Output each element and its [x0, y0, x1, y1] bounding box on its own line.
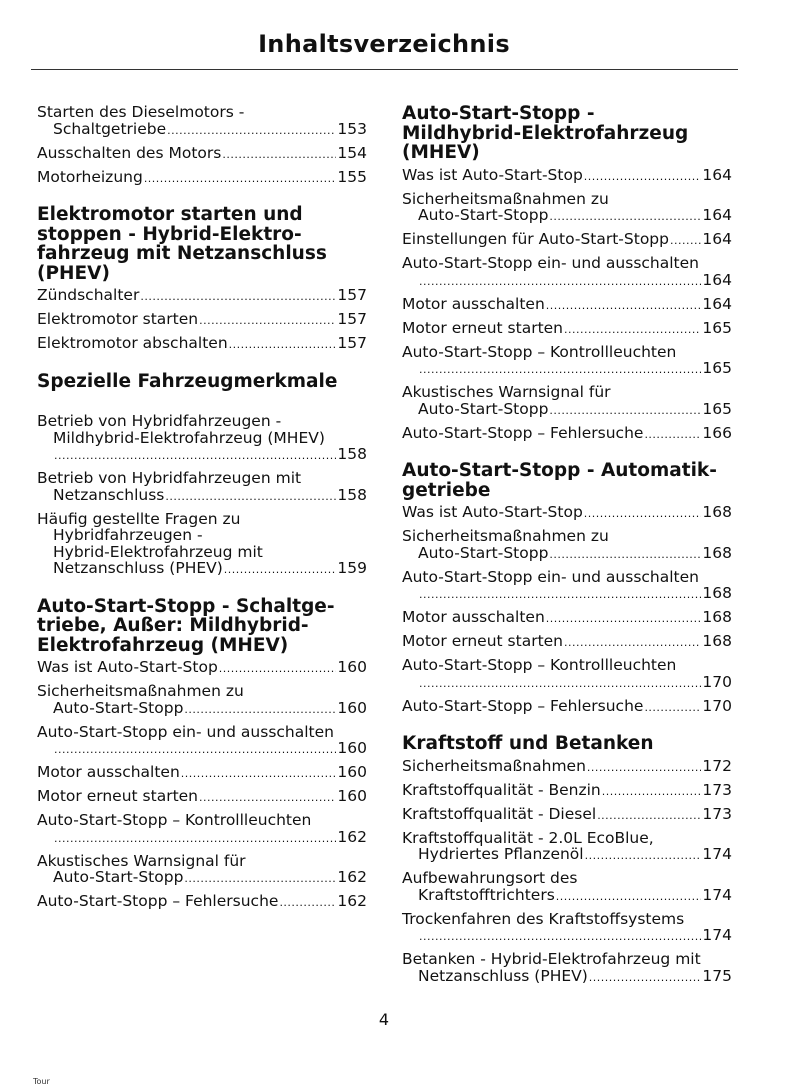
dot-leader [54, 831, 336, 848]
toc-entry[interactable] [37, 287, 367, 306]
toc-entry-text: Sicherheitsmaßnahmen zu [37, 682, 244, 700]
toc-page-number: 157 [337, 310, 367, 328]
dot-leader [54, 448, 336, 465]
dot-leader [144, 171, 337, 188]
toc-entry-text: Motor ausschalten [402, 608, 545, 626]
dot-leader [419, 274, 701, 291]
section-heading [37, 597, 367, 656]
toc-entry-text: Netzanschluss [53, 485, 165, 504]
section-heading-line: Auto-Start-Stopp - [402, 103, 595, 124]
toc-entry-text: Netzanschluss (PHEV) [418, 966, 588, 985]
dot-leader [419, 362, 701, 379]
toc-entry[interactable] [402, 830, 732, 865]
toc-entry[interactable] [402, 296, 732, 315]
section-heading [37, 372, 367, 392]
toc-page-number: 158 [337, 485, 367, 504]
dot-leader [556, 889, 702, 906]
toc-entry[interactable] [402, 657, 732, 692]
dot-leader [419, 929, 701, 946]
dot-leader [564, 635, 701, 652]
toc-entry-text: Ausschalten des Motors [37, 143, 222, 162]
toc-entry[interactable] [402, 384, 732, 419]
toc-entry-text: Häufig gestellte Fragen zu [37, 509, 241, 528]
toc-entry-text: Trockenfahren des Kraftstoffsystems [402, 909, 685, 928]
toc-entry[interactable] [37, 470, 367, 505]
toc-entry[interactable] [402, 425, 732, 444]
toc-entry[interactable] [402, 633, 732, 652]
toc-page-number: 170 [702, 696, 732, 715]
toc-page-number: 159 [337, 559, 367, 577]
section-heading-line: Mildhybrid-Elektrofahrzeug [402, 122, 689, 144]
toc-entry[interactable] [37, 812, 367, 847]
toc-entry[interactable] [37, 764, 367, 783]
toc-entry[interactable] [402, 569, 732, 604]
toc-page-number: 164 [702, 294, 732, 313]
toc-entry[interactable] [402, 231, 732, 250]
dot-leader [229, 337, 337, 354]
toc-page-number: 153 [337, 119, 367, 138]
toc-entry-text: Motor ausschalten [37, 763, 180, 781]
toc-page-number: 174 [702, 885, 732, 904]
footer-mark: Tour [33, 1077, 50, 1086]
toc-page-number: 154 [337, 143, 367, 162]
toc-page-number: 162 [337, 827, 367, 846]
toc-entry-text: Kraftstofftrichters [418, 885, 555, 904]
toc-entry[interactable] [37, 145, 367, 164]
section-heading-line: (PHEV) [37, 262, 110, 284]
toc-page-number: 162 [337, 892, 367, 910]
page-number: 4 [378, 1010, 390, 1029]
section-heading-line: getriebe [402, 479, 491, 501]
toc-page-number: 174 [702, 845, 732, 863]
dot-leader [222, 147, 336, 164]
dot-leader [587, 760, 701, 777]
toc-entry-text: Motor erneut starten [402, 318, 564, 337]
dot-leader [199, 313, 336, 330]
page-title: Inhaltsverzeichnis [258, 30, 510, 58]
toc-entry-text: Hydriertes Pflanzenöl [418, 845, 584, 863]
toc-entry-text: Aufbewahrungsort des [402, 869, 578, 887]
dot-leader [167, 123, 336, 140]
toc-entry[interactable] [402, 344, 732, 379]
toc-right-column [402, 104, 732, 992]
section-heading-line: Spezielle Fahrzeugmerkmale [37, 370, 338, 392]
toc-entry-text: Schaltgetriebe [53, 119, 167, 138]
toc-entry[interactable] [37, 788, 367, 807]
dot-leader [546, 611, 702, 628]
toc-entry-text: Betanken - Hybrid-Elektrofahrzeug mit [402, 950, 701, 968]
toc-page-number: 157 [337, 334, 367, 352]
toc-page-number: 175 [702, 966, 732, 985]
section-heading [402, 461, 732, 500]
dot-leader [199, 790, 336, 807]
toc-page-number: 168 [702, 608, 732, 626]
section-heading-line: stoppen - Hybrid-Elektro- [37, 223, 302, 245]
toc-entry-text: Motor ausschalten [402, 294, 545, 313]
toc-page-number: 158 [337, 445, 367, 463]
toc-entry-text: Auto-Start-Stopp – Fehlersuche [402, 696, 644, 715]
section-heading-line: Elektrofahrzeug (MHEV) [37, 634, 289, 656]
section-heading-line: fahrzeug mit Netzanschluss [37, 243, 327, 264]
dot-leader [589, 970, 702, 987]
dot-leader [419, 676, 701, 693]
dot-leader [585, 848, 702, 865]
dot-leader [670, 233, 701, 250]
toc-entry[interactable] [402, 870, 732, 905]
dot-leader [584, 169, 702, 186]
toc-entry-text: Zündschalter [37, 286, 140, 304]
toc-entry-text: Kraftstoffqualität - Benzin [402, 780, 601, 799]
dot-leader [184, 702, 336, 719]
toc-page-number: 165 [702, 318, 732, 337]
toc-entry[interactable] [37, 104, 367, 139]
toc-entry-text: Auto-Start-Stopp [418, 206, 549, 224]
toc-entry[interactable] [402, 951, 732, 986]
toc-page-number: 170 [702, 672, 732, 691]
toc-page-number: 168 [702, 503, 732, 521]
toc-entry-text: Betrieb von Hybridfahrzeugen mit [37, 469, 302, 487]
toc-page-number: 164 [702, 165, 732, 184]
dot-leader [597, 808, 701, 825]
toc-page-number: 162 [337, 868, 367, 886]
dot-leader [564, 322, 701, 339]
toc-page-number: 164 [702, 270, 732, 289]
dot-leader [546, 298, 702, 315]
section-heading-line: Elektromotor starten und [37, 204, 303, 225]
dot-leader [602, 784, 702, 801]
title-divider [31, 69, 738, 70]
toc-entry[interactable] [402, 320, 732, 339]
toc-entry[interactable] [402, 609, 732, 628]
toc-page-number: 160 [337, 698, 367, 717]
toc-entry[interactable] [37, 893, 367, 912]
toc-entry[interactable] [402, 167, 732, 186]
toc-entry-text: Elektromotor starten [37, 310, 199, 328]
toc-entry[interactable] [37, 659, 367, 678]
toc-page-number: 173 [702, 780, 732, 799]
dot-leader [549, 209, 701, 226]
toc-entry-text: Hybrid-Elektrofahrzeug mit [53, 542, 263, 561]
toc-entry[interactable] [37, 311, 367, 330]
section-heading-line: Auto-Start-Stopp - Automatik- [402, 460, 717, 481]
dot-leader [644, 427, 701, 444]
toc-entry-text: Betrieb von Hybridfahrzeugen - [37, 412, 282, 430]
section-heading-line: Auto-Start-Stopp - Schaltge- [37, 595, 335, 617]
toc-entry-text: Auto-Start-Stopp – Kontrollleuchten [402, 656, 677, 674]
toc-entry-text: Kraftstoffqualität - 2.0L EcoBlue, [402, 828, 654, 847]
toc-page-number: 160 [337, 787, 367, 805]
toc-page-number: 164 [702, 206, 732, 224]
toc-page-number: 160 [337, 658, 367, 676]
dot-leader [549, 403, 701, 420]
dot-leader [140, 289, 336, 306]
toc-entry-text: Hybridfahrzeugen - [53, 526, 203, 544]
dot-leader [279, 895, 336, 912]
toc-entry-text: Motor erneut starten [37, 787, 199, 805]
toc-page-number: 155 [337, 167, 367, 186]
toc-entry-text: Auto-Start-Stopp [418, 543, 549, 562]
toc-entry-text: Auto-Start-Stopp – Kontrollleuchten [402, 342, 677, 361]
toc-page-number: 168 [702, 632, 732, 650]
toc-entry-text: Auto-Start-Stopp [53, 868, 184, 886]
toc-entry[interactable] [402, 806, 732, 825]
toc-entry-text: Sicherheitsmaßnahmen zu [402, 527, 609, 545]
toc-entry-text: Mildhybrid-Elektrofahrzeug (MHEV) [53, 428, 325, 447]
dot-leader [184, 871, 336, 888]
toc-entry[interactable] [402, 911, 732, 946]
toc-page-number: 160 [337, 763, 367, 781]
toc-entry[interactable] [37, 683, 367, 718]
toc-entry[interactable] [37, 511, 367, 579]
toc-entry-text: Akustisches Warnsignal für [402, 383, 611, 401]
toc-entry[interactable] [402, 782, 732, 801]
toc-entry[interactable] [402, 191, 732, 226]
dot-leader [219, 661, 337, 678]
toc-entry-text: Auto-Start-Stopp [53, 698, 184, 717]
toc-entry-text: Auto-Start-Stopp ein- und ausschalten [37, 722, 334, 741]
toc-page-number: 174 [702, 926, 732, 944]
toc-entry-text: Motorheizung [37, 167, 143, 186]
toc-entry[interactable] [37, 169, 367, 188]
toc-page-number: 165 [702, 399, 732, 418]
toc-entry[interactable] [402, 255, 732, 290]
section-heading [402, 734, 732, 754]
toc-page-number: 164 [702, 230, 732, 248]
dot-leader [419, 587, 701, 604]
toc-entry-text: Starten des Dieselmotors - [37, 103, 245, 121]
section-heading [402, 104, 732, 163]
toc-entry-text: Was ist Auto-Start-Stop [402, 165, 583, 184]
toc-entry-text: Was ist Auto-Start-Stop [37, 658, 218, 676]
dot-leader [549, 547, 701, 564]
section-heading-line: Kraftstoff und Betanken [402, 733, 654, 754]
toc-entry[interactable] [402, 758, 732, 777]
toc-entry-text: Auto-Start-Stopp – Fehlersuche [402, 423, 644, 442]
toc-page-number: 168 [702, 584, 732, 602]
toc-entry-text: Sicherheitsmaßnahmen [402, 756, 586, 775]
toc-entry-text: Auto-Start-Stopp [418, 399, 549, 418]
toc-page-number: 173 [702, 804, 732, 823]
toc-entry-text: Auto-Start-Stopp – Fehlersuche [37, 892, 279, 910]
toc-page-number: 166 [702, 423, 732, 442]
toc-entry[interactable] [37, 413, 367, 465]
toc-entry-text: Netzanschluss (PHEV) [53, 559, 223, 577]
dot-leader [644, 700, 701, 717]
toc-page-number: 157 [337, 286, 367, 304]
toc-entry-text: Was ist Auto-Start-Stop [402, 503, 583, 521]
toc-entry-text: Auto-Start-Stopp ein- und ausschalten [402, 254, 699, 272]
toc-entry-text: Kraftstoffqualität - Diesel [402, 804, 597, 823]
section-heading [37, 205, 367, 283]
dot-leader [54, 742, 336, 759]
dot-leader [584, 506, 702, 523]
toc-entry-text: Elektromotor abschalten [37, 334, 228, 352]
toc-entry[interactable] [37, 335, 367, 354]
toc-left-column [37, 104, 367, 917]
dot-leader [165, 489, 336, 506]
toc-entry-text: Auto-Start-Stopp – Kontrollleuchten [37, 811, 312, 829]
toc-entry[interactable] [402, 504, 732, 523]
section-heading-line: (MHEV) [402, 142, 480, 163]
toc-page-number: 165 [702, 359, 732, 377]
toc-entry[interactable] [402, 528, 732, 563]
dot-leader [181, 766, 337, 783]
toc-page-number: 160 [337, 739, 367, 757]
toc-entry-text: Motor erneut starten [402, 632, 564, 650]
toc-page-number: 172 [702, 756, 732, 775]
toc-page-number: 168 [702, 543, 732, 562]
dot-leader [224, 562, 337, 579]
toc-entry[interactable] [402, 698, 732, 717]
toc-entry-text: Sicherheitsmaßnahmen zu [402, 189, 609, 208]
section-heading-line: triebe, Außer: Mildhybrid- [37, 615, 309, 636]
toc-entry-text: Auto-Start-Stopp ein- und ausschalten [402, 567, 699, 586]
toc-entry-text: Akustisches Warnsignal für [37, 851, 246, 870]
toc-entry[interactable] [37, 724, 367, 759]
toc-entry[interactable] [37, 853, 367, 888]
toc-entry-text: Einstellungen für Auto-Start-Stopp [402, 230, 669, 248]
